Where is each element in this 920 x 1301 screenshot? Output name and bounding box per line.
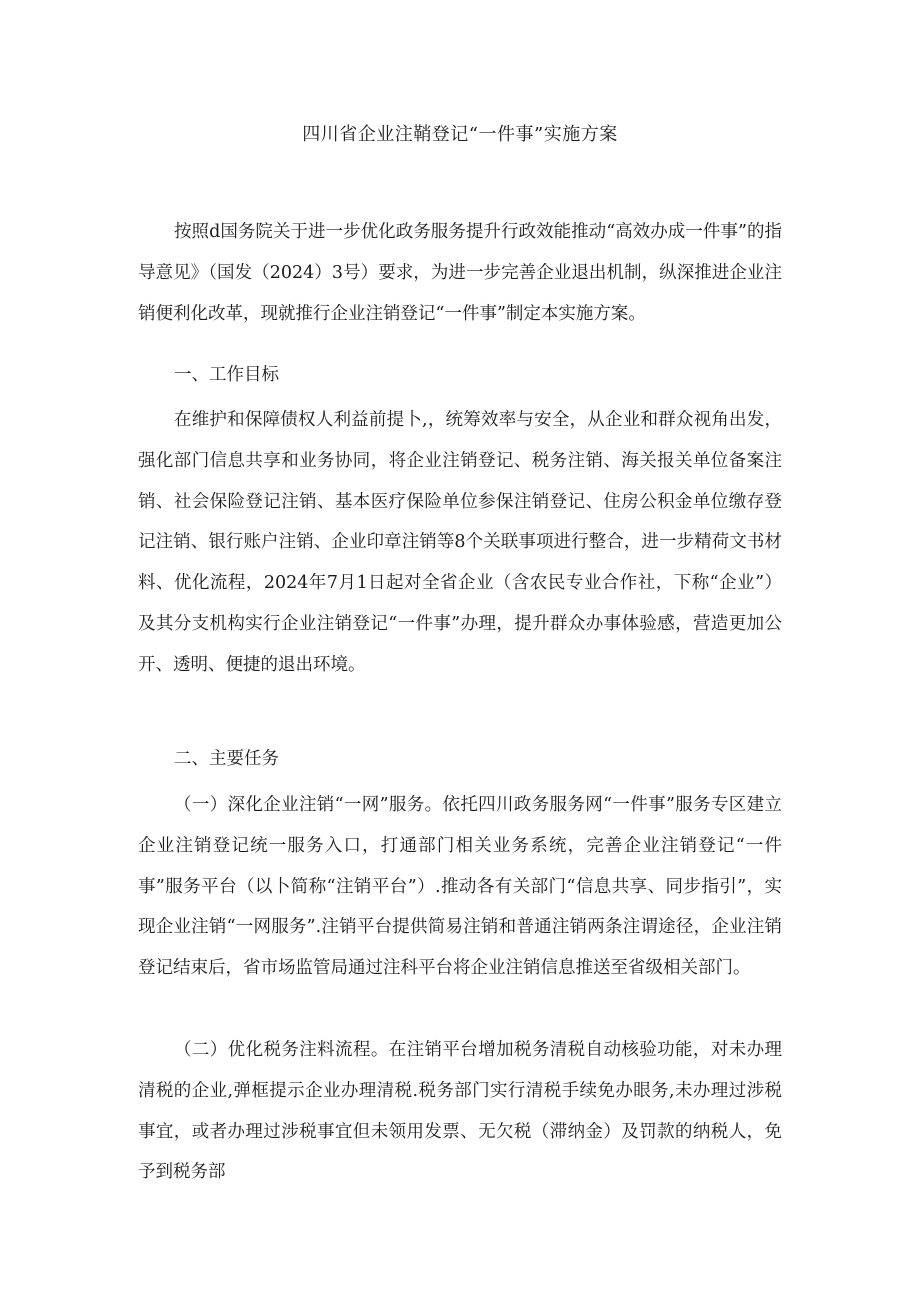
section-heading-goals: 一、工作目标 (174, 365, 279, 385)
section-heading-tasks: 二、主要任务 (174, 749, 279, 769)
intro-paragraph: 按照d国务院关于进一步优化政务服务提升行政效能推动“高效办成一件事”的指导意见》（国发（2024）3号）要求，为进一步完善企业退出机制，纵深推进企业注销便利化改革，现就推行企业注销登记“一件事”制定本实施方案。 (138, 222, 782, 324)
task-two-paragraph: （二）优化税务注料流程。在注销平台增加税务清税自动核验功能，对未办理清税的企业,弹框提示企业办理清税.税务部门实行清税手续免办眼务,未办理过涉税事宜，或者办理过涉税事宜但未领用发票、无欠税（滞纳金）及罚款的纳税人，免予到税务部 (138, 1040, 782, 1183)
document-title: 四川省企业注鞘登记“一件事”实施方案 (302, 124, 618, 145)
task-one-paragraph: （一）深化企业注销“一网”服务。依托四川政务服务网“一件事”服务专区建立企业注销登记统一服务入口，打通部门相关业务系统，完善企业注销登记“一件事”服务平台（以卜简称“注销平台”）.推动各有关部门“信息共享、同步指引”，实现企业注销“一网服务”.注销平台提供简易注销和普通注销两条注谓途径，企业注销登记结束后，省市场监管局通过注科平台将企业注销信息推送至省级相关部门。 (138, 795, 782, 979)
goals-paragraph: 在维护和保障债权人利益前提卜,，统筹效率与安全，从企业和群众视角出发，强化部门信息共享和业务协同，将企业注销登记、税务注销、海关报关单位备案注销、社会保险登记注销、基本医疗保险单位参保注销登记、住房公积金单位缴存登记注销、银行账户注销、企业印章注销等8个关联事项进行整合，进一步精荷文书材料、优化流程，2024年7月1日起对全省企业（含农民专业合作社，下称“企业”）及其分支机构实行企业注销登记“一件事”办理，提升群众办事体验感，营造更加公开、透明、便捷的退出环境。 (138, 410, 782, 675)
